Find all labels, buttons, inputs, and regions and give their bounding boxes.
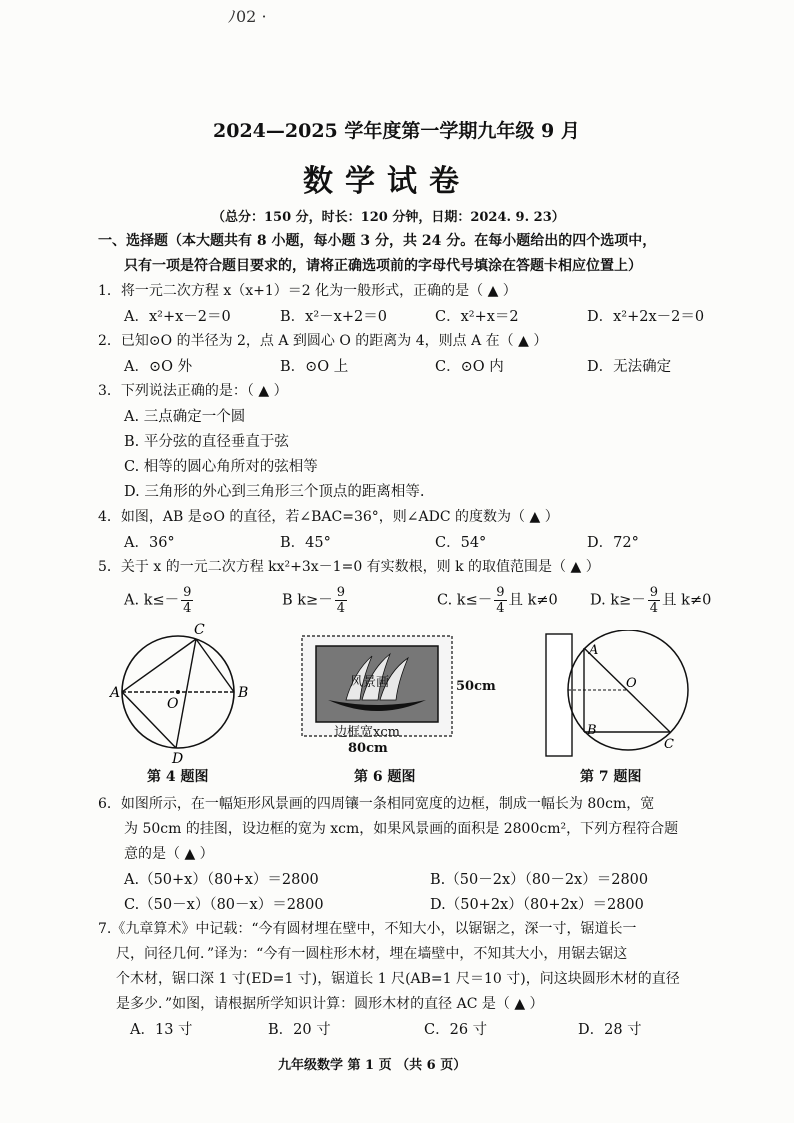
question-7-line4: 是多少．”如图，请根据所学知识计算：圆形木材的直径 AC 是（ ▲ ） xyxy=(116,996,544,1012)
fraction-nine-fourths xyxy=(181,585,193,616)
question-3-option-b: B. 平分弦的直径垂直于弦 xyxy=(124,434,289,450)
question-2-option-a: A．⊙O 外 xyxy=(124,359,193,375)
question-1-option-a: A．x²+x－2＝0 xyxy=(124,309,231,325)
question-6-line2: 为 50cm 的挂图，设边框的宽为 xcm，如果风景画的面积是 2800cm²，下列方程符合题 xyxy=(124,821,679,837)
question-4-option-c: C．54° xyxy=(435,535,487,551)
question-7-option-c: C．26 寸 xyxy=(424,1022,488,1038)
question-3-option-a: A. 三点确定一个圆 xyxy=(124,409,246,425)
chord-ac xyxy=(122,639,196,692)
question-4-option-d: D．72° xyxy=(587,535,639,551)
figure-7-diagram xyxy=(540,630,690,760)
fraction-denominator: 4 xyxy=(336,601,345,616)
fraction-nine-fourths xyxy=(648,585,660,616)
figure-6-diagram xyxy=(298,630,498,758)
label-width-80: 80cm xyxy=(348,741,388,756)
fraction-nine-fourths xyxy=(335,585,347,616)
section-instructions-line2: 只有一项是符合题目要求的，请将正确选项前的字母代号填涂在答题卡相应位置上） xyxy=(124,258,642,274)
question-5-option-d xyxy=(590,585,711,616)
option-d-label: D. k≥－ xyxy=(590,592,646,609)
question-7-option-b: B．20 寸 xyxy=(268,1022,331,1038)
question-6-option-d: D.（50+2x）（80+2x）＝2800 xyxy=(430,897,644,913)
label-c: C xyxy=(664,737,674,752)
option-c-suffix: 且 k≠0 xyxy=(508,592,558,609)
question-3-option-c: C. 相等的圆心角所对的弦相等 xyxy=(124,459,318,475)
question-6-option-b: B.（50－2x）（80－2x）＝2800 xyxy=(430,872,649,888)
question-5-stem: 5．关于 x 的一元二次方程 kx²+3x－1=0 有实数根，则 k 的取值范围是（ ▲ ） xyxy=(98,559,600,575)
option-b-label: B k≥－ xyxy=(282,592,333,609)
question-6-option-c: C.（50－x）（80－x）＝2800 xyxy=(124,897,324,913)
center-point xyxy=(176,690,180,694)
question-7-option-a: A．13 寸 xyxy=(130,1022,193,1038)
question-7-line1: 7.《九章算术》中记载：“今有圆材埋在壁中，不知大小，以锯锯之，深一寸，锯道长一 xyxy=(98,921,637,937)
question-3-stem: 3．下列说法正确的是：（ ▲ ） xyxy=(98,383,288,399)
label-b: B xyxy=(587,723,597,738)
fraction-nine-fourths xyxy=(494,585,506,616)
fraction-denominator: 4 xyxy=(649,601,659,616)
question-5-option-a xyxy=(124,585,195,616)
question-7-option-d: D．28 寸 xyxy=(578,1022,642,1038)
label-height-50: 50cm xyxy=(456,679,496,694)
question-1-option-c: C．x²+x＝2 xyxy=(435,309,519,325)
question-1-stem: 1．将一元二次方程 x（x+1）＝2 化为一般形式，正确的是（ ▲ ） xyxy=(98,283,517,299)
option-c-label: C. k≤－ xyxy=(437,592,493,609)
label-scenery: 风景画 xyxy=(350,675,390,690)
question-5-option-b xyxy=(282,585,349,616)
chord-cb xyxy=(196,639,234,692)
option-a-label: A. k≤－ xyxy=(124,592,180,609)
corner-mark: ﾉ02 · xyxy=(228,7,267,26)
option-d-suffix: 且 k≠0 xyxy=(662,592,712,609)
exam-subject-title: 数学试卷 xyxy=(303,164,471,199)
section-instructions-line1: 一、选择题（本大题共有 8 小题，每小题 3 分，共 24 分。在每小题给出的四个选项中， xyxy=(98,233,657,249)
question-2-stem: 2．已知⊙O 的半径为 2，点 A 到圆心 O 的距离为 4，则点 A 在（ ▲ ） xyxy=(98,333,548,349)
question-6-line1: 6．如图所示，在一幅矩形风景画的四周镶一条相同宽度的边框，制成一幅长为 80cm，宽 xyxy=(98,796,655,812)
question-1-option-b: B．x²－x+2＝0 xyxy=(280,309,387,325)
label-b: B xyxy=(238,685,249,701)
fraction-numerator: 9 xyxy=(496,585,505,600)
question-2-option-b: B．⊙O 上 xyxy=(280,359,349,375)
question-7-line2: 尺，问径几何．”译为：“今有一圆柱形木材，埋在墙壁中，不知其大小，用锯去锯这 xyxy=(116,946,628,962)
page-footer: 九年级数学 第 1 页 （共 6 页） xyxy=(278,1058,467,1073)
question-2-option-d: D．无法确定 xyxy=(587,359,672,375)
exam-header-title: 2024—2025 学年度第一学期九年级 9 月 xyxy=(213,120,580,142)
question-4-option-a: A．36° xyxy=(124,535,175,551)
figure-7-caption: 第 7 题图 xyxy=(580,769,642,785)
fraction-numerator: 9 xyxy=(649,585,659,600)
label-a: A xyxy=(589,643,599,658)
figure-4-caption: 第 4 题图 xyxy=(147,769,209,785)
label-border-width: 边框宽xcm xyxy=(334,725,400,740)
question-2-option-c: C．⊙O 内 xyxy=(435,359,504,375)
label-c: C xyxy=(194,622,205,638)
label-o: O xyxy=(167,696,179,712)
fraction-denominator: 4 xyxy=(496,601,505,616)
label-o: O xyxy=(626,676,637,691)
label-d: D xyxy=(172,751,184,765)
label-a: A xyxy=(110,685,121,701)
fraction-numerator: 9 xyxy=(336,585,345,600)
fraction-numerator: 9 xyxy=(183,585,192,600)
exam-meta: （总分：150 分，时长：120 分钟，日期：2024. 9. 23） xyxy=(212,210,565,225)
fraction-denominator: 4 xyxy=(183,601,192,616)
question-6-line3: 意的是（ ▲ ） xyxy=(124,846,214,862)
question-6-option-a: A.（50+x）（80+x）＝2800 xyxy=(124,872,319,888)
figure-4-diagram xyxy=(108,620,258,765)
question-7-line3: 个木材，锯口深 1 寸(ED=1 寸)，锯道长 1 尺(AB=1 尺＝10 寸)，问这块圆形木材的直径 xyxy=(116,971,680,987)
question-4-stem: 4．如图，AB 是⊙O 的直径，若∠BAC=36°，则∠ADC 的度数为（ ▲ ） xyxy=(98,509,559,525)
question-4-option-b: B．45° xyxy=(280,535,331,551)
figure-6-caption: 第 6 题图 xyxy=(354,769,416,785)
question-3-option-d: D. 三角形的外心到三角形三个顶点的距离相等. xyxy=(124,484,425,500)
question-1-option-d: D．x²+2x－2＝0 xyxy=(587,309,705,325)
question-5-option-c xyxy=(437,585,558,616)
